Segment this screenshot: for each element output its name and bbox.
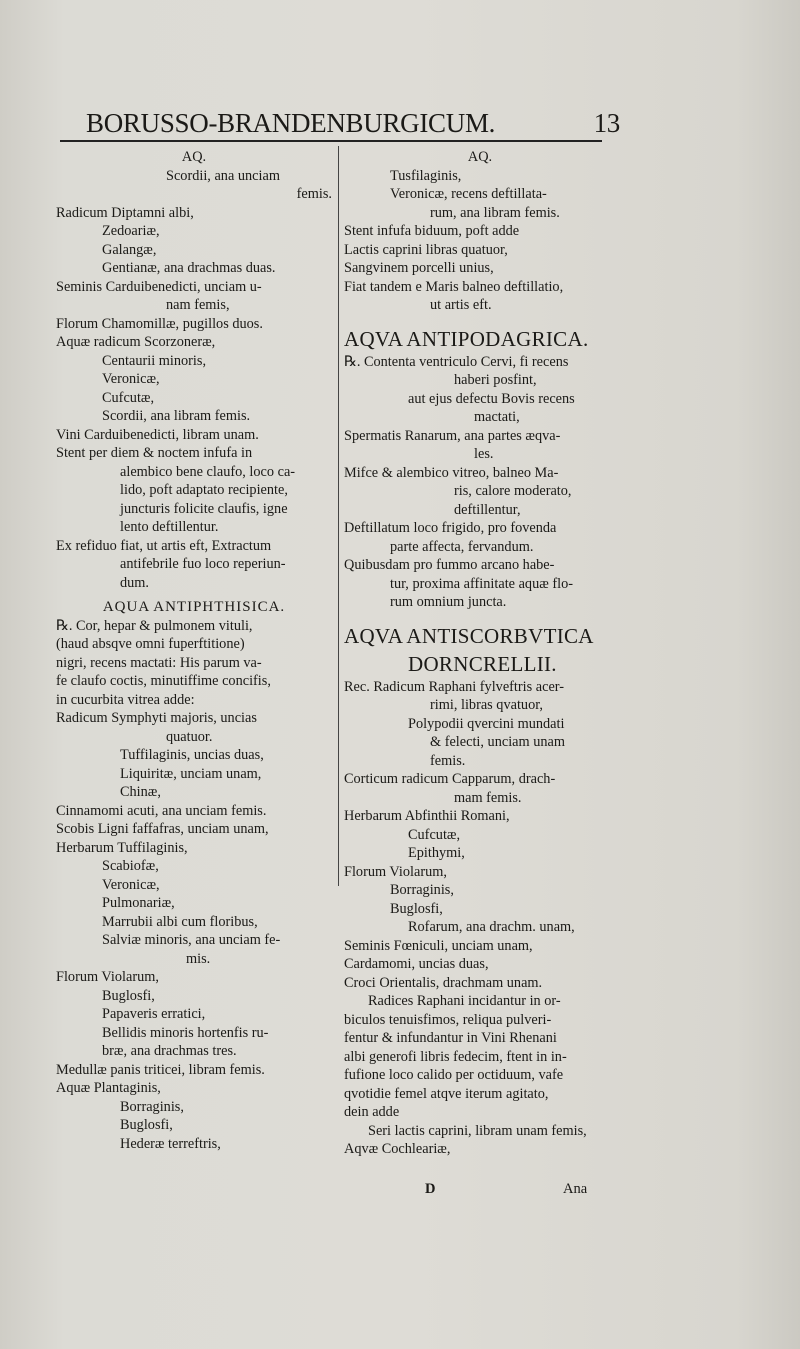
text-line: lento deftillentur. <box>120 519 219 535</box>
text-line: Herbarum Abfinthii Romani, <box>344 808 510 824</box>
text-line: Scabiofæ, <box>102 858 159 874</box>
text-line: Stent infufa biduum, poft adde <box>344 223 520 239</box>
text-line: Rofarum, ana drachm. unam, <box>408 919 575 935</box>
text-line: (haud absqve omni fuperftitione) <box>56 636 245 652</box>
right-column <box>344 148 616 1159</box>
text-line: ℞. Cor, hepar & pulmonem vituli, <box>56 617 253 634</box>
text-line: dein adde <box>344 1104 400 1120</box>
text-line: Stent per diem & noctem infufa in <box>56 445 253 461</box>
text-line: Aquæ Plantaginis, <box>56 1080 161 1096</box>
column-divider <box>338 146 339 886</box>
text-line: quatuor. <box>166 728 213 745</box>
text-line: Corticum radicum Capparum, drach- <box>344 771 556 787</box>
text-line: Marrubii albi cum floribus, <box>102 913 258 930</box>
text-line: fentur & infundantur in Vini Rhenani <box>344 1030 557 1046</box>
text-line: Mifce & alembico vitreo, balneo Ma- <box>344 464 559 481</box>
text-line: Buglosfi, <box>120 1117 173 1133</box>
text-line: Cufcutæ, <box>408 826 461 843</box>
text-line: Tuffilaginis, uncias duas, <box>120 747 264 763</box>
text-line: bræ, ana drachmas tres. <box>102 1043 237 1059</box>
text-line: Veronicæ, recens deftillata- <box>390 186 547 202</box>
text-line: femis. <box>296 186 332 202</box>
text-line: lido, poft adaptato recipiente, <box>120 482 288 498</box>
text-line: ut artis eft. <box>430 297 492 313</box>
text-line: Lactis caprini libras quatuor, <box>344 241 508 258</box>
text-line: albi generofi libris fedecim, ftent in in- <box>344 1048 567 1065</box>
text-line: AQ. <box>467 149 493 165</box>
text-line: Epithymi, <box>408 845 465 861</box>
text-line: ℞. Contenta ventriculo Cervi, fi recens <box>344 353 569 370</box>
text-line: Buglosfi, <box>102 987 155 1004</box>
text-line: qvotidie femel atqve iterum agitato, <box>344 1085 549 1102</box>
running-head-title: BORUSSO-BRANDENBURGICUM. <box>86 108 496 138</box>
text-line: Seminis Carduibenedicti, unciam u- <box>56 278 262 295</box>
text-line: Papaveris erratici, <box>102 1006 206 1022</box>
text-line: les. <box>474 446 494 462</box>
text-line: Salviæ minoris, ana unciam fe- <box>102 932 281 948</box>
text-line: Galangæ, <box>102 241 157 258</box>
text-line: Borraginis, <box>390 882 454 898</box>
text-line: Cardamomi, uncias duas, <box>344 956 489 972</box>
text-line: DORNCRELLII. <box>408 651 557 676</box>
text-line: & felecti, unciam unam <box>430 734 565 750</box>
text-line: Pulmonariæ, <box>102 895 175 911</box>
text-line: deftillentur, <box>454 501 521 518</box>
text-line: mis. <box>186 950 211 967</box>
text-line: Ex refiduo fiat, ut artis eft, Extractum <box>56 537 272 554</box>
header-rule <box>60 140 602 142</box>
text-line: nam femis, <box>166 297 230 313</box>
text-line: aut ejus defectu Bovis recens <box>408 390 575 407</box>
text-line: Croci Orientalis, drachmam unam. <box>344 974 543 991</box>
text-line: Scobis Ligni faffafras, unciam unam, <box>56 821 269 837</box>
text-line: mam femis. <box>454 789 522 806</box>
text-line: Bellidis minoris hortenfis ru- <box>102 1024 269 1041</box>
text-line: alembico bene claufo, loco ca- <box>120 463 296 480</box>
text-line: Deftillatum loco frigido, pro fovenda <box>344 520 557 536</box>
text-line: parte affecta, fervandum. <box>390 538 534 555</box>
text-line: Vini Carduibenedicti, libram unam. <box>56 426 259 443</box>
text-line: Buglosfi, <box>390 900 443 917</box>
page-number: 13 <box>593 108 620 138</box>
text-line: Rec. Radicum Raphani fylveftris acer- <box>344 678 565 695</box>
text-line: Chinæ, <box>120 784 161 800</box>
text-line: Hederæ terreftris, <box>120 1135 221 1152</box>
text-line: fe claufo coctis, minutiffime concifis, <box>56 673 271 689</box>
text-line: Quibusdam pro fummo arcano habe- <box>344 557 555 573</box>
text-line: Aqvæ Cochleariæ, <box>344 1141 451 1157</box>
text-line: AQVA ANTIPODAGRICA. <box>344 326 589 351</box>
text-line: Centaurii minoris, <box>102 352 207 369</box>
text-line: Spermatis Ranarum, ana partes æqva- <box>344 427 561 444</box>
text-line: tur, proxima affinitate aquæ flo- <box>390 575 573 592</box>
text-line: Polypodii qvercini mundati <box>408 715 565 732</box>
text-line: AQVA ANTISCORBVTICA <box>344 623 594 648</box>
text-line: AQUA ANTIPHTHISICA. <box>102 599 286 615</box>
text-line: Radicum Symphyti majoris, uncias <box>56 710 257 726</box>
text-line: Fiat tandem e Maris balneo deftillatio, <box>344 278 564 295</box>
text-line: ris, calore moderato, <box>454 483 572 499</box>
left-column <box>56 148 332 1153</box>
text-line: antifebrile fuo loco reperiun- <box>120 556 286 572</box>
text-line: dum. <box>120 574 149 591</box>
text-line: Herbarum Tuffilaginis, <box>56 839 188 856</box>
text-line: haberi posfint, <box>454 372 537 388</box>
text-line: rum, ana libram femis. <box>430 204 560 221</box>
text-line: rimi, libras qvatuor, <box>430 697 543 713</box>
text-line: Seminis Fœniculi, unciam unam, <box>344 937 533 954</box>
text-line: Aquæ radicum Scorzoneræ, <box>56 334 216 350</box>
text-line: Cinnamomi acuti, ana unciam femis. <box>56 802 267 819</box>
text-line: fufione loco calido per octiduum, vafe <box>344 1067 564 1083</box>
text-line: rum omnium juncta. <box>390 594 507 610</box>
text-line: Tusfilaginis, <box>390 167 462 184</box>
text-line: juncturis folicite claufis, igne <box>120 500 288 517</box>
text-line: Florum Violarum, <box>344 863 447 880</box>
text-line: Florum Violarum, <box>56 969 159 985</box>
signature-mark: D <box>425 1181 436 1197</box>
text-line: Seri lactis caprini, libram unam femis, <box>368 1122 587 1139</box>
text-line: Florum Chamomillæ, pugillos duos. <box>56 315 263 332</box>
text-line: AQ. <box>181 149 207 165</box>
text-line: Gentianæ, ana drachmas duas. <box>102 260 276 276</box>
text-line: Medullæ panis triticei, libram femis. <box>56 1061 265 1078</box>
text-line: Radices Raphani incidantur in or- <box>368 993 561 1009</box>
text-line: biculos tenuisfimos, reliqua pulveri- <box>344 1011 552 1028</box>
text-line: Veronicæ, <box>102 876 160 893</box>
text-line: Radicum Diptamni albi, <box>56 204 194 221</box>
text-line: Sangvinem porcelli unius, <box>344 260 494 276</box>
text-line: femis. <box>430 752 466 769</box>
text-line: Cufcutæ, <box>102 389 155 406</box>
text-line: Zedoariæ, <box>102 223 160 239</box>
text-line: nigri, recens mactati: His parum va- <box>56 654 262 671</box>
text-line: Scordii, ana unciam <box>166 167 280 184</box>
text-line: Liquiritæ, unciam unam, <box>120 765 262 782</box>
text-line: in cucurbita vitrea adde: <box>56 691 195 708</box>
catchword: Ana <box>563 1181 588 1197</box>
text-line: Scordii, ana libram femis. <box>102 408 251 424</box>
text-line: Borraginis, <box>120 1098 184 1115</box>
text-line: mactati, <box>474 409 520 425</box>
text-line: Veronicæ, <box>102 371 160 387</box>
